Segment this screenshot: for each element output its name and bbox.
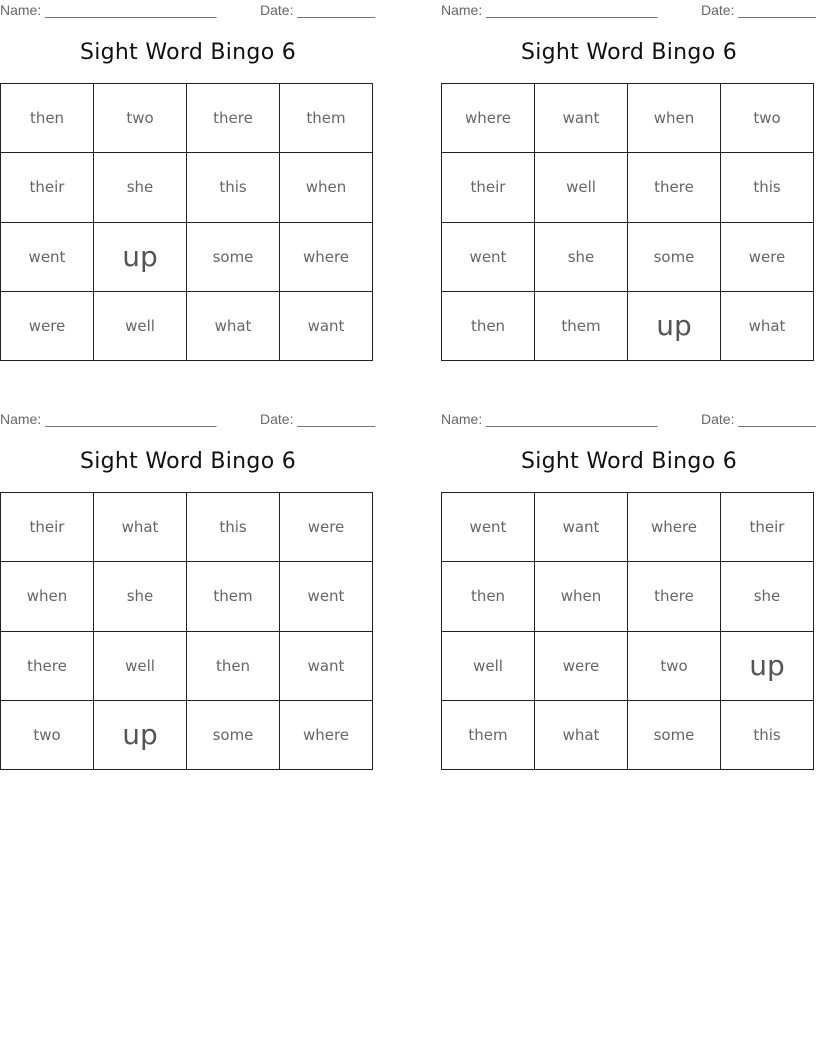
card-header xyxy=(0,0,376,22)
grid-row xyxy=(442,562,814,631)
bingo-cell: when xyxy=(280,153,373,222)
bingo-cell: two xyxy=(721,84,814,153)
bingo-cell: there xyxy=(187,84,280,153)
grid-row xyxy=(442,631,814,700)
bingo-cell: went xyxy=(280,562,373,631)
bingo-cell: were xyxy=(535,631,628,700)
bingo-cell: want xyxy=(280,291,373,360)
bingo-cell: two xyxy=(1,700,94,769)
bingo-cell: where xyxy=(628,493,721,562)
bingo-cell: them xyxy=(187,562,280,631)
bingo-cell: where xyxy=(442,84,535,153)
bingo-cell: she xyxy=(94,153,187,222)
bingo-cell: were xyxy=(280,493,373,562)
bingo-cell: went xyxy=(442,222,535,291)
bingo-cell: then xyxy=(442,291,535,360)
bingo-cell: when xyxy=(1,562,94,631)
grid-row xyxy=(1,153,373,222)
date-field-label: Date: __________ xyxy=(260,411,376,427)
grid-row xyxy=(1,631,373,700)
bingo-cell: were xyxy=(721,222,814,291)
bingo-grid xyxy=(441,83,814,361)
free-cell: up xyxy=(721,631,814,700)
bingo-grid xyxy=(0,492,373,770)
bingo-cell: went xyxy=(1,222,94,291)
bingo-cell: what xyxy=(187,291,280,360)
bingo-cell: then xyxy=(187,631,280,700)
bingo-cell: some xyxy=(628,222,721,291)
free-cell: up xyxy=(94,222,187,291)
name-field-label: Name: ______________________ xyxy=(0,411,217,427)
date-field-label: Date: __________ xyxy=(260,2,376,18)
card-header xyxy=(0,409,376,431)
bingo-cell: when xyxy=(628,84,721,153)
grid-row xyxy=(442,222,814,291)
bingo-grid xyxy=(441,492,814,770)
bingo-card xyxy=(0,0,376,335)
bingo-cell: where xyxy=(280,700,373,769)
card-header xyxy=(441,409,816,431)
grid-row xyxy=(1,291,373,360)
bingo-cell: this xyxy=(187,493,280,562)
grid-row xyxy=(442,291,814,360)
free-cell: up xyxy=(628,291,721,360)
bingo-cell: two xyxy=(94,84,187,153)
grid-row xyxy=(442,153,814,222)
bingo-cell: well xyxy=(94,631,187,700)
bingo-cell: them xyxy=(280,84,373,153)
bingo-cell: where xyxy=(280,222,373,291)
card-title: Sight Word Bingo 6 xyxy=(79,449,297,474)
name-field-label: Name: ______________________ xyxy=(441,411,658,427)
bingo-cell: then xyxy=(442,562,535,631)
bingo-cell: there xyxy=(1,631,94,700)
grid-row xyxy=(1,700,373,769)
bingo-cell: two xyxy=(628,631,721,700)
bingo-card xyxy=(441,409,816,744)
bingo-cell: what xyxy=(721,291,814,360)
name-field-label: Name: ______________________ xyxy=(441,2,658,18)
bingo-cell: this xyxy=(721,700,814,769)
bingo-cell: she xyxy=(94,562,187,631)
bingo-cell: them xyxy=(535,291,628,360)
bingo-grid xyxy=(0,83,373,361)
bingo-cell: them xyxy=(442,700,535,769)
bingo-cell: were xyxy=(1,291,94,360)
grid-row xyxy=(1,493,373,562)
bingo-cell: some xyxy=(628,700,721,769)
bingo-cell: want xyxy=(535,493,628,562)
bingo-cell: this xyxy=(187,153,280,222)
bingo-cell: there xyxy=(628,562,721,631)
bingo-cell: this xyxy=(721,153,814,222)
bingo-cell: went xyxy=(442,493,535,562)
grid-row xyxy=(1,222,373,291)
bingo-cell: their xyxy=(1,153,94,222)
grid-row xyxy=(1,84,373,153)
bingo-cell: well xyxy=(94,291,187,360)
date-field-label: Date: __________ xyxy=(701,2,816,18)
bingo-card xyxy=(441,0,816,343)
bingo-cell: want xyxy=(280,631,373,700)
bingo-cell: some xyxy=(187,700,280,769)
free-cell: up xyxy=(94,700,187,769)
bingo-cell: their xyxy=(1,493,94,562)
bingo-cell: there xyxy=(628,153,721,222)
bingo-cell: what xyxy=(535,700,628,769)
name-field-label: Name: ______________________ xyxy=(0,2,217,18)
card-header xyxy=(441,0,816,22)
grid-row xyxy=(442,493,814,562)
bingo-cell: what xyxy=(94,493,187,562)
card-title: Sight Word Bingo 6 xyxy=(79,40,297,65)
bingo-cell: some xyxy=(187,222,280,291)
date-field-label: Date: __________ xyxy=(701,411,816,427)
bingo-cell: she xyxy=(535,222,628,291)
card-title: Sight Word Bingo 6 xyxy=(520,40,738,65)
bingo-cell: well xyxy=(535,153,628,222)
bingo-cell: then xyxy=(1,84,94,153)
bingo-card xyxy=(0,409,376,752)
bingo-cell: their xyxy=(442,153,535,222)
grid-row xyxy=(1,562,373,631)
bingo-cell: well xyxy=(442,631,535,700)
bingo-cell: their xyxy=(721,493,814,562)
bingo-cell: want xyxy=(535,84,628,153)
card-title: Sight Word Bingo 6 xyxy=(520,449,738,474)
grid-row xyxy=(442,84,814,153)
bingo-cell: she xyxy=(721,562,814,631)
bingo-cell: when xyxy=(535,562,628,631)
grid-row xyxy=(442,700,814,769)
